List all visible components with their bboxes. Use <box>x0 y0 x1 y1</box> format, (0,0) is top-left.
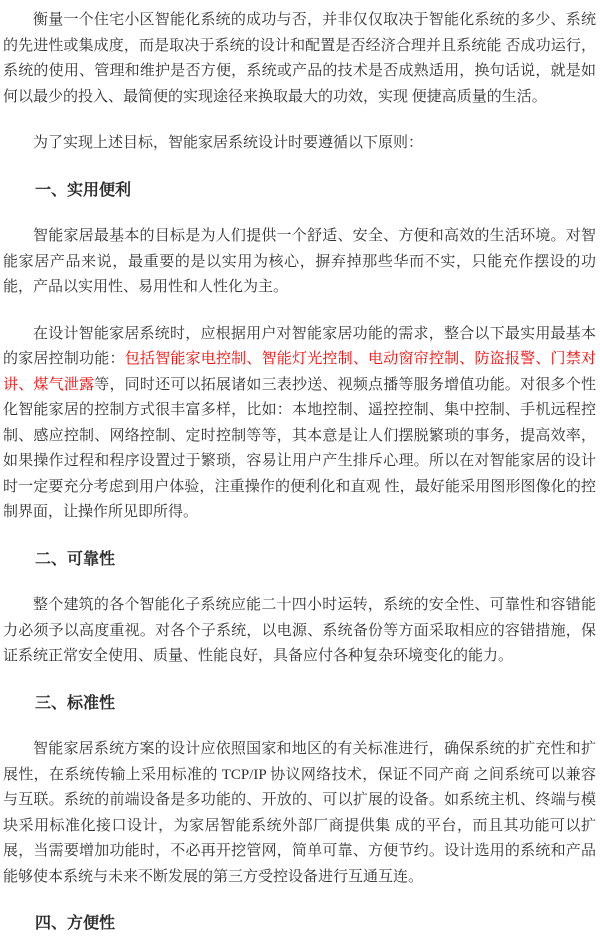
paragraph-intro: 衡量一个住宅小区智能化系统的成功与否，并非仅仅取决于智能化系统的多少、系统的先进性或集成度，而是取决于系统的设计和配置是否经济合理并且系统能 否成功运行，系统的使用、管理和维护是否方便，系统或产品的技术是否成熟适用，换句话说，就是如何以最少的投入、最简便的实现途径来换取最大的功效，实现 便捷高质量的生活。 <box>3 12 596 105</box>
paragraph-practical-2 <box>3 322 596 526</box>
practical-2-lead-text: 在设计智能家居系统时，应根据用户对智能家居功能的需求，整合以下最实用最基本的家居控制功能： <box>3 325 596 367</box>
paragraph-goal: 为了实现上述目标，智能家居系统设计时要遵循以下原则： <box>33 135 424 151</box>
practical-2-highlighted-functions: 包括智能家电控制、智能灯光控制、电动窗帘控制、防盗报警、门禁对讲、煤气泄露 <box>3 351 596 393</box>
practical-2-rest-text: 等，同时还可以拓展诸如三表抄送、视频点播等服务增值功能。对很多个性化智能家居的控制方式很丰富多样，比如：本地控制、遥控控制、集中控制、手机远程控制、感应控制、网络控制、定时控制等等，其本意是让人们摆脱繁琐的事务，提高效率，如果操作过程和程序设置过于繁琐，容易让用户产生排斥心理。所以在对智能家居的设计时一定要充分考虑到用户体验，注重操作的便利化和直观 性，最好能采用图形图像化的控制界面，让操作所见即所得。 <box>3 376 596 520</box>
paragraph-practical-1: 智能家居最基本的目标是为人们提供一个舒适、安全、方便和高效的生活环境。对智能家居产品来说，最重要的是以实用为核心，摒弃掉那些华而不实，只能充作摆设的功能，产品以实用性、易用性和人性化为主。 <box>3 228 596 295</box>
heading-convenience: 四、方便性 <box>35 915 116 932</box>
paragraph-reliability: 整个建筑的各个智能化子系统应能二十四小时运转，系统的安全性、可靠性和容错能力必须予以高度重视。对各个子系统，以电源、系统备份等方面采取相应的容错措施，保证系统正常安全使用、质量、性能良好，具备应付各种复杂环境变化的能力。 <box>3 597 596 664</box>
heading-reliability: 二、可靠性 <box>35 550 116 568</box>
paragraph-standardization: 智能家居系统方案的设计应依照国家和地区的有关标准进行，确保系统的扩充性和扩展性，在系统传输上采用标准的 TCP/IP 协议网络技术，保证不同产商 之间系统可以兼容与互联。系统的前端设备是多功能的、开放的、可以扩展的设备。如系统主机、终端与模块采用标准化接口设计，为家居智能系统外部厂商提供集 成的平台，而且其功能可以扩展，当需要增加功能时，不必再开挖管网，简单可靠、方便节约。设计选用的系统和产品能够使本系统与未来不断发展的第三方受控设备进行互通互连。 <box>3 741 596 885</box>
heading-standardization: 三、标准性 <box>35 694 116 712</box>
heading-practical-convenience: 一、实用便利 <box>35 181 132 199</box>
